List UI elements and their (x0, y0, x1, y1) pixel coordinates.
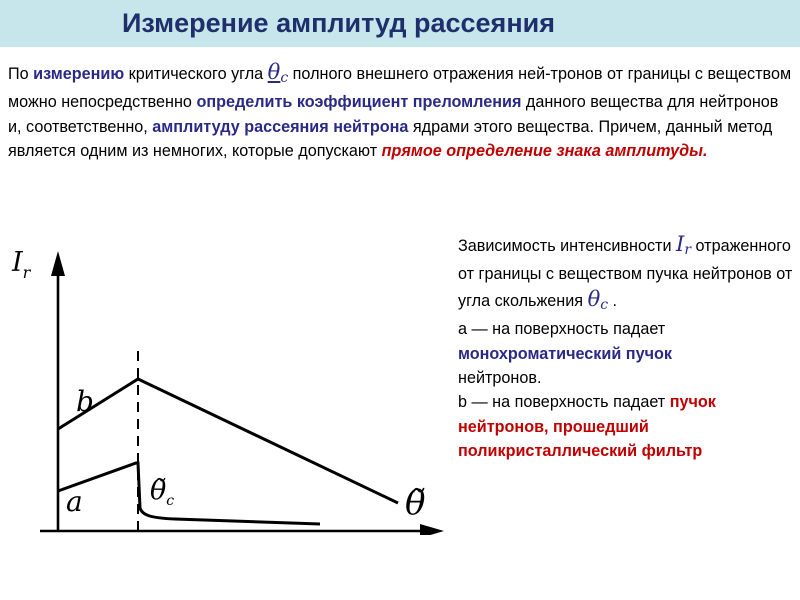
text: . (608, 291, 618, 310)
curve-b-label: b (76, 385, 94, 418)
text: нейтронов. (458, 369, 542, 388)
intro-paragraph (8, 60, 792, 164)
text: ядрами этого вещества. Причем, данный метод является одним из немногих, которые допускают (8, 117, 773, 161)
curve-a (58, 463, 320, 524)
text: Зависимость интенсивности (458, 237, 677, 255)
curve-a-label: a (66, 485, 83, 518)
text: критического угла (124, 65, 268, 83)
y-axis-label: $I_r$ (12, 247, 31, 282)
intensity-symbol: $I_r$ (676, 232, 692, 258)
emphasis: монохроматический пучок (458, 344, 672, 363)
emphasis-red: прямое определение знака амплитуды. (381, 142, 708, 161)
emphasis: определить коэффициент преломления (196, 93, 522, 112)
emphasis-red: пучок нейтронов, прошедший поликристаллический фильтр (458, 393, 716, 461)
intensity-diagram (0, 235, 450, 535)
text: а — на поверхность падает (458, 320, 666, 339)
x-axis-arrow (420, 524, 444, 535)
theta-c-symbol: $\theta_c$ (587, 286, 609, 313)
critical-angle-label: $\thetã_c$ (150, 475, 175, 509)
text: По (8, 65, 34, 83)
curve-b (58, 379, 398, 503)
text: данного вещества для нейтронов и, соответственно, (8, 93, 779, 136)
y-axis-arrow (51, 251, 65, 276)
text: b — на поверхность падает (458, 393, 670, 412)
text: полного внешнего отражения ней-тронов от границы с веществом можно непосредственно (8, 65, 792, 112)
figure-caption (458, 232, 794, 464)
emphasis: амплитуду рассеяния нейтрона (152, 117, 409, 136)
theta-c-symbol: $\theta_c$ (267, 60, 289, 86)
page-title: Измерение амплитуд рассеяния (122, 8, 555, 38)
text: отраженного от границы с веществом пучка нейтронов от угла скольжения (458, 237, 793, 310)
emphasis: измерению (33, 65, 125, 83)
x-axis-label: θ̃ (405, 483, 426, 523)
